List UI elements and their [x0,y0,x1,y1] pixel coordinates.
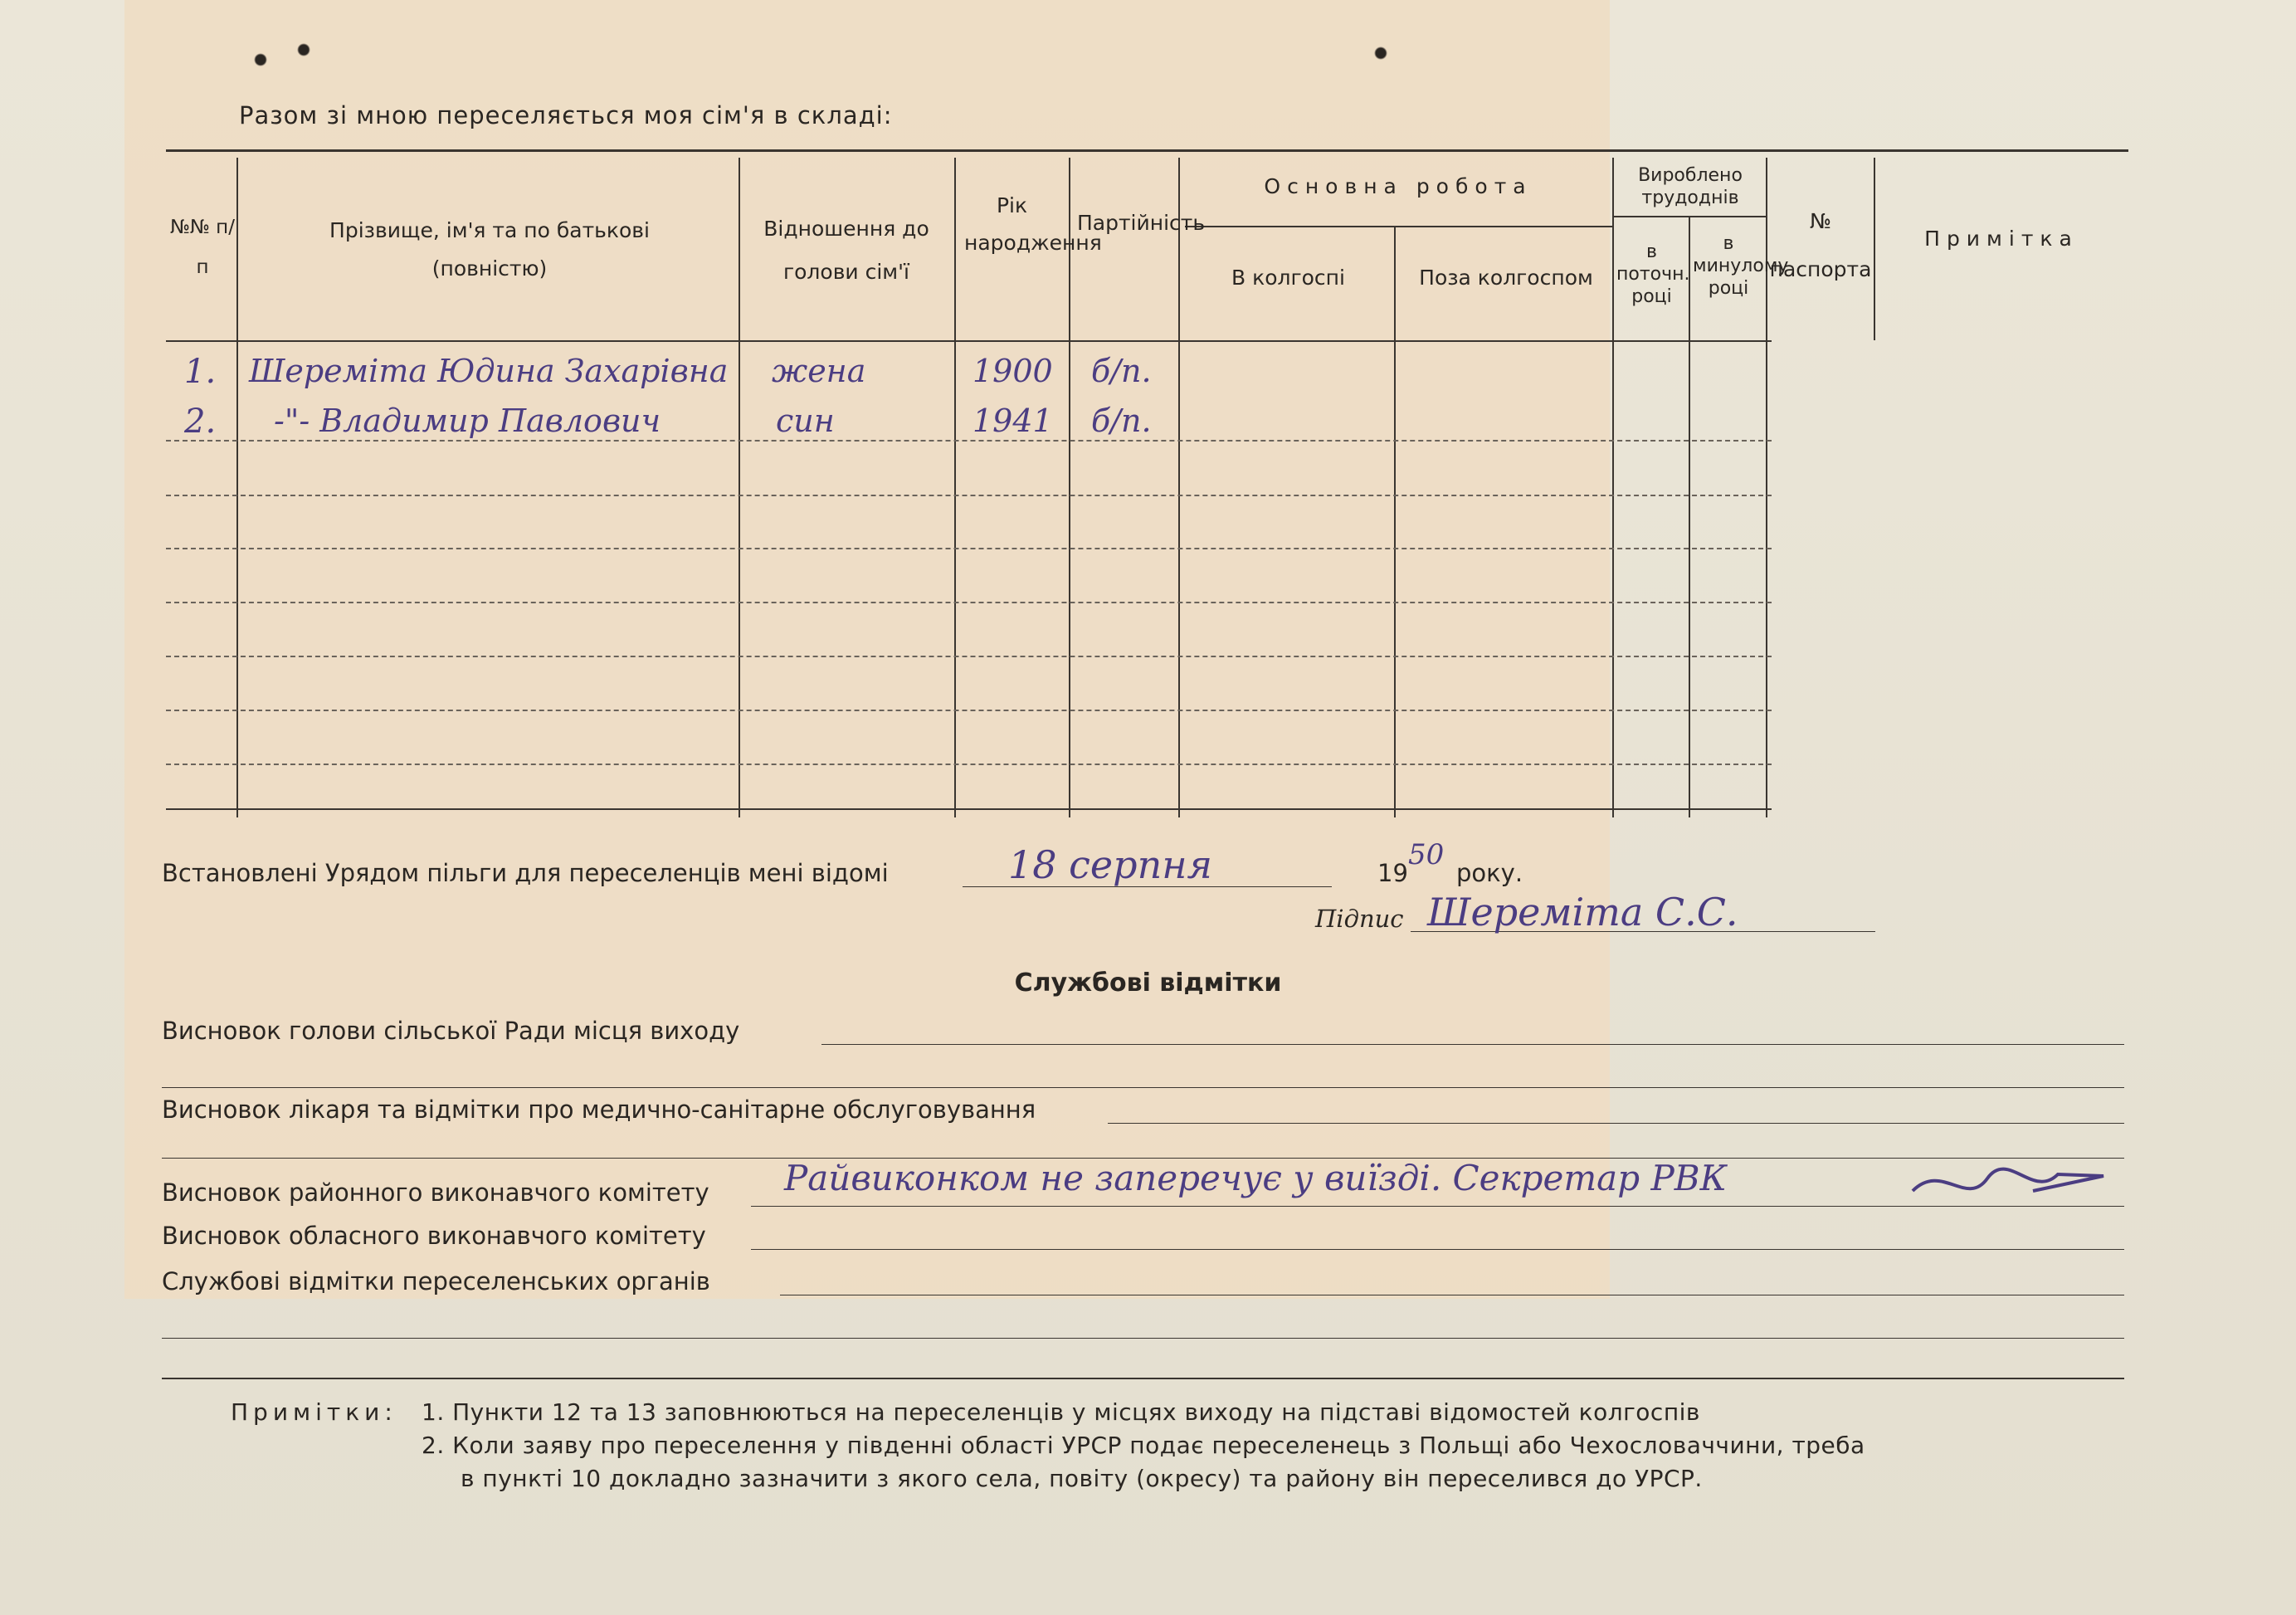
row-year: 1900 [973,353,1053,389]
year-suffix: року. [1456,859,1523,887]
benefits-text: Встановлені Урядом пільги для переселенців мені відомі [162,859,889,887]
header-note: Примітка [1924,227,2079,251]
resettlement-label: Службові відмітки переселенських органів [162,1267,710,1295]
note-2-line-2: в пункті 10 докладно зазначити з якого села, повіту (окресу) та району він переселився до УРСР. [461,1465,1703,1492]
row-party: б/п. [1091,353,1152,389]
row-num: 2. [184,403,217,441]
header-num: №№ п/п [170,217,235,278]
row-name: -"- Владимир Павлович [274,403,661,439]
row-relation: жена [772,353,866,389]
row-num: 1. [184,353,217,391]
notes-label: Примітки: [231,1398,397,1426]
note-1: 1. Пункти 12 та 13 заповнюються на переселенців у місцях виходу на підставі відомостей колгоспів [422,1398,1700,1426]
header-main-work: Основна робота [1264,174,1533,198]
row-name: Шереміта Юдина Захарівна [249,353,729,389]
district-conclusion: Райвиконком не заперечує у виїзді. Секретар РВК [784,1158,1728,1198]
header-relation: Відношення до голови сім'ї [763,217,929,284]
row-party: б/п. [1091,403,1152,439]
doctor-label: Висновок лікаря та відмітки про медично-санітарне обслуговування [162,1095,1036,1124]
punch-hole-mark [249,48,272,71]
header-name: Прізвище, ім'я та по батькові (повністю) [329,218,650,281]
row-year: 1941 [973,403,1053,439]
benefits-date: 18 серпня [1008,842,1212,887]
header-year: Рік народження [964,193,1102,255]
district-label: Висновок районного виконавчого комітету [162,1178,709,1207]
signature-label: Підпис [1315,905,1404,933]
village-council-label: Висновок голови сільської Ради місця виходу [162,1017,740,1045]
header-in-kolkhoz: В колгоспі [1231,266,1345,290]
year-prefix: 19 [1377,859,1408,887]
signature: Шереміта С.С. [1427,890,1738,934]
year-handwritten: 50 [1408,838,1445,871]
punch-hole-mark [292,38,315,61]
punch-hole-mark [1369,41,1392,65]
row-relation: син [776,403,835,439]
header-outside-kolkhoz: Поза колгоспом [1419,266,1593,290]
header-current-year: в поточн. році [1616,242,1690,307]
region-label: Висновок обласного виконавчого комітету [162,1222,706,1250]
family-title: Разом зі мною переселяється моя сім'я в складі: [239,101,893,129]
header-passport: № паспорта [1769,209,1872,281]
note-2-line-1: 2. Коли заяву про переселення у південні області УРСР подає переселенець з Польщі або Чехословаччини, треба [422,1432,1865,1459]
header-party: Партійність [1077,211,1206,235]
signature-scribble-icon [1908,1158,2108,1216]
header-past-year: в минулому році [1693,233,1789,299]
header-workdays: Вироблено трудоднів [1638,165,1743,208]
service-title: Службові відмітки [1014,969,1282,998]
